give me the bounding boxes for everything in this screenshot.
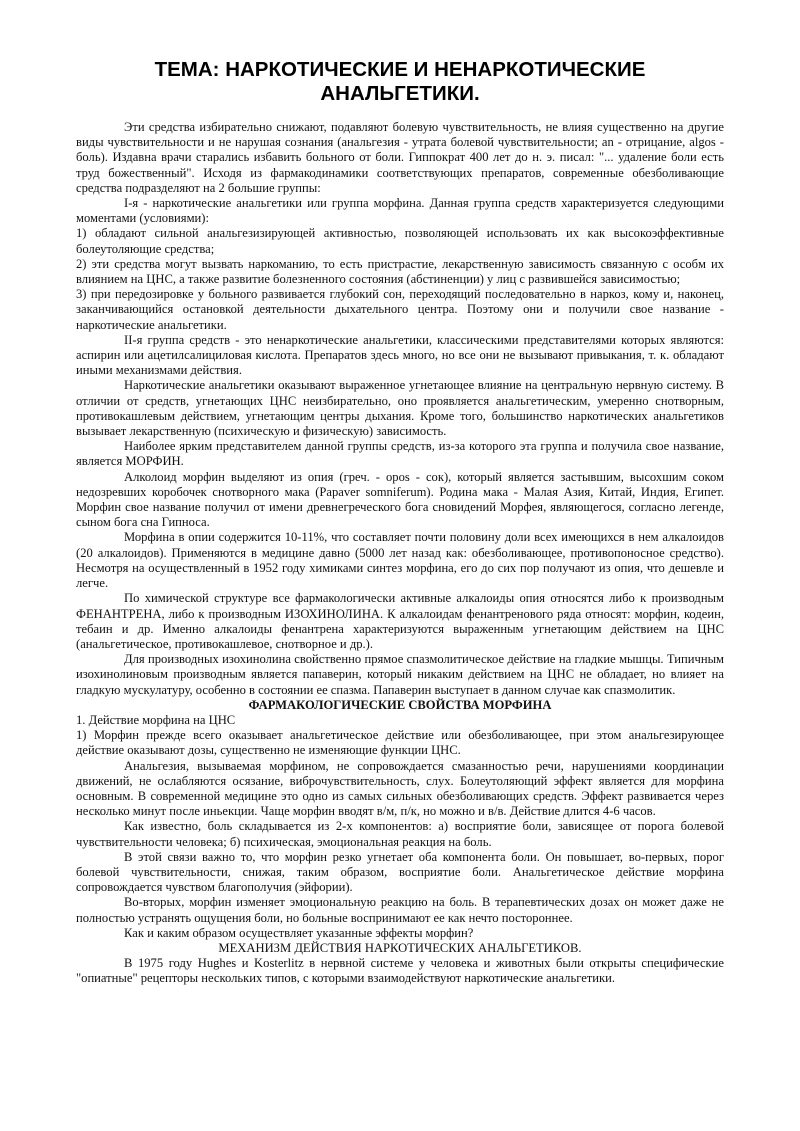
section-heading-morphine: ФАРМАКОЛОГИЧЕСКИЕ СВОЙСТВА МОРФИНА [248,697,552,712]
subsection-cns: 1. Действие морфина на ЦНС [76,712,236,727]
paragraph-opium: Алколоид морфин выделяют из опия (греч. - opos - сок), который является застывшим, высохшим соком недозревших коробочек снотворного мака (Papaver somniferum). Родина мака - Малая Азия, Китай, Индия, Египет. Морфин свое название получил от имени древнегреческого бога сновидений Морфея, являющегося, согласно легенде, сыном бога сна Гипноса. [76,469,724,530]
paragraph-emotional: Во-вторых, морфин изменяет эмоциональную реакцию на боль. В терапевтических дозах он может даже не полностью устранять ощущения боли, но больные воспринимают ее как нечто постороннее. [76,895,724,925]
paragraph-receptors: В 1975 году Hughes и Kosterlitz в нервной системе у человека и животных были открыты специфические "опиатные" рецепторы нескольких типов, с которыми взаимодействуют наркотические анальгетики. [76,956,724,986]
paragraph-intro: Эти средства избирательно снижают, подавляют болевую чувствительность, не влияя существенно на другие виды чувствительности и не нарушая сознания (анальгезия - утрата болевой чувствительности; an - отрицание, algos - боль). Издавна врачи старались избавить больного от боли. Гиппократ 400 лет до н. э. писал: "... удаление боли есть труд божественный". Исходя из фармакодинамики соответствующих препаратов, современные обезболивающие средства подразделяют на 2 большие группы: [76,120,724,195]
paragraph-pain-components: Как известно, боль складывается из 2-х компонентов: а) восприятие боли, зависящее от порога болевой чувствительности человека; б) психическая, эмоциональная реакция на боль. [76,819,724,849]
document-title: ТЕМА: НАРКОТИЧЕСКИЕ И НЕНАРКОТИЧЕСКИЕ АНАЛЬГЕТИКИ. [154,58,646,105]
paragraph-isoquinoline: Для производных изохинолина свойственно прямое спазмолитическое действие на гладкие мышцы. Типичным изохинолиновым производным является папаверин, который никаким действием на ЦНС не обладает, но влияет на гладкую мускулатуру, особенно в состоянии ее спазма. Папаверин выступает в данном случае как спазмолитик. [76,652,724,697]
document-page [76,58,724,987]
paragraph-analgesic: 1) Морфин прежде всего оказывает анальгетическое действие или обезболивающее, при этом анальгезирующее действие оказывают дозы, существенно не изменяющие функции ЦНС. [76,728,724,758]
paragraph-group-1: I-я - наркотические анальгетики или группа морфина. Данная группа средств характеризуется следующими моментами (условиями): [76,196,724,226]
paragraph-content: Морфина в опии содержится 10-11%, что составляет почти половину доли всех имеющихся в нем алкалоидов (20 алкалоидов). Применяются в медицине давно (5000 лет назад как: обезболивающее, противопоносное средство). Несмотря на осуществленный в 1952 году химиками синтез морфина, его до сих пор получают из опия, что дешевле и легче. [76,530,724,591]
paragraph-cns: Наркотические анальгетики оказывают выраженное угнетающее влияние на центральную нервную систему. В отличии от средств, угнетающих ЦНС неизбирательно, оно проявляется анальгетическим, умеренно снотворным, противокашлевым действием, угнетающим центры дыхания. Кроме того, большинство наркотических анальгетиков вызывает лекарственную (психическую и физическую) зависимость. [76,378,724,439]
paragraph-question: Как и каким образом осуществляет указанные эффекты морфин? [124,925,474,940]
paragraph-threshold: В этой связи важно то, что морфин резко угнетает оба компонента боли. Он повышает, во-первых, порог болевой чувствительности, снижая, таким образом, восприятие боли. Анальгетическое действие морфина сопровождается чувством благополучия (эйфории). [76,849,724,895]
paragraph-group-2: II-я группа средств - это ненаркотические анальгетики, классическими представителями которых являются: аспирин или ацетилсалициловая кислота. Препаратов здесь много, но все они не вызывают привыкания, т. к. обладают иными механизмами действия. [76,332,724,378]
paragraph-structure: По химической структуре все фармакологически активные алкалоиды опия относятся либо к производным ФЕНАНТРЕНА, либо к производным ИЗОХИНОЛИНА. К алкалоидам фенантренового ряда относят: морфин, кодеин, тебаин и др. Именно алкалоиды фенантрена характеризуются выраженным угнетающим действием на ЦНС (анальгетическое, противокашлевое, снотворное и др.). [76,591,724,651]
paragraph-morphine: Наиболее ярким представителем данной группы средств, из-за которого эта группа и получила свое название, является МОРФИН. [76,439,724,469]
list-item-1: 1) обладают сильной анальгезизирующей активностью, позволяющей использовать их как высокоэффективные болеутоляющие средства; [76,226,724,256]
paragraph-analgesia: Анальгезия, вызываемая морфином, не сопровождается смазанностью речи, нарушениями координации движений, не ослабляются осязание, виброчувствительность, слух. Болеутоляющий эффект является для морфина основным. В современной медицине это одно из самых сильных обезболивающих средств. Эффект развивается через несколько минут после иньекции. Чаще морфин вводят в/м, п/к, но можно и в/в. Действие длится 4-6 часов. [76,758,724,819]
list-item-3: 3) при передозировке у больного развивается глубокий сон, переходящий последовательно в наркоз, кому и, наконец, заканчивающийся остановкой деятельности дыхательного центра. Поэтому они и получили свое название - наркотические анальгетики. [76,287,724,332]
section-heading-mechanism: МЕХАНИЗМ ДЕЙСТВИЯ НАРКОТИЧЕСКИХ АНАЛЬГЕТИКОВ. [218,940,582,955]
list-item-2: 2) эти средства могут вызвать наркоманию, то есть пристрастие, лекарственную зависимость связанную с особм их влиянием на ЦНС, а также развитие болезненного состояния (абстиненции) у лиц с развившейся зависимостью; [76,256,724,287]
